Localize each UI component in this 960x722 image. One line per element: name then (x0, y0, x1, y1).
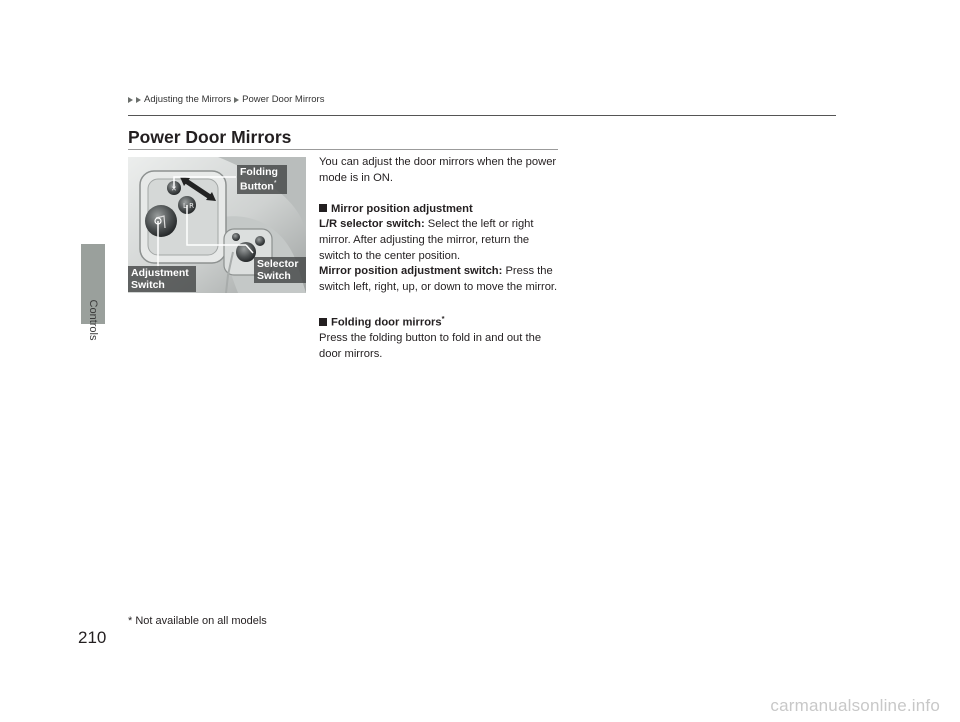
lr-selector-paragraph: L/R selector switch: Select the left or right mirror. After adjusting the mirror, return the switch to the center position. (319, 218, 534, 262)
svg-text:✕: ✕ (171, 185, 177, 193)
section-heading: Folding door mirrors* (319, 311, 561, 331)
svg-text:L R: L R (183, 202, 194, 210)
section-heading: Mirror position adjustment (319, 202, 561, 218)
footnote: * Not available on all models (128, 615, 267, 627)
header-rule (128, 115, 836, 116)
mirror-control-figure (128, 157, 306, 293)
adjustment-switch-paragraph: Mirror position adjustment switch: Press the switch left, right, up, or down to move the mirror. (319, 265, 558, 293)
square-bullet-icon (319, 204, 327, 212)
folding-button-label: Folding Button* (237, 165, 287, 194)
intro-paragraph: You can adjust the door mirrors when the power mode is in ON. (319, 156, 557, 184)
selector-switch-label: Selector Switch (254, 257, 306, 283)
section-label: Controls (87, 299, 99, 341)
breadcrumb-item[interactable]: Adjusting the Mirrors (144, 94, 232, 105)
breadcrumb-arrow-icon (128, 97, 133, 103)
page-title: Power Door Mirrors (128, 127, 292, 147)
breadcrumb (128, 94, 324, 105)
title-rule (128, 149, 558, 150)
breadcrumb-arrow-icon (234, 97, 239, 103)
square-bullet-icon (319, 318, 327, 326)
page-number: 210 (78, 628, 107, 647)
watermark: carmanualsonline.info (770, 696, 940, 715)
folding-paragraph: Press the folding button to fold in and out the door mirrors. (319, 332, 542, 360)
breadcrumb-arrow-icon (136, 97, 141, 103)
breadcrumb-item[interactable]: Power Door Mirrors (242, 94, 325, 105)
body-text (319, 155, 561, 362)
adjustment-switch-label: Adjustment Switch (128, 266, 196, 292)
